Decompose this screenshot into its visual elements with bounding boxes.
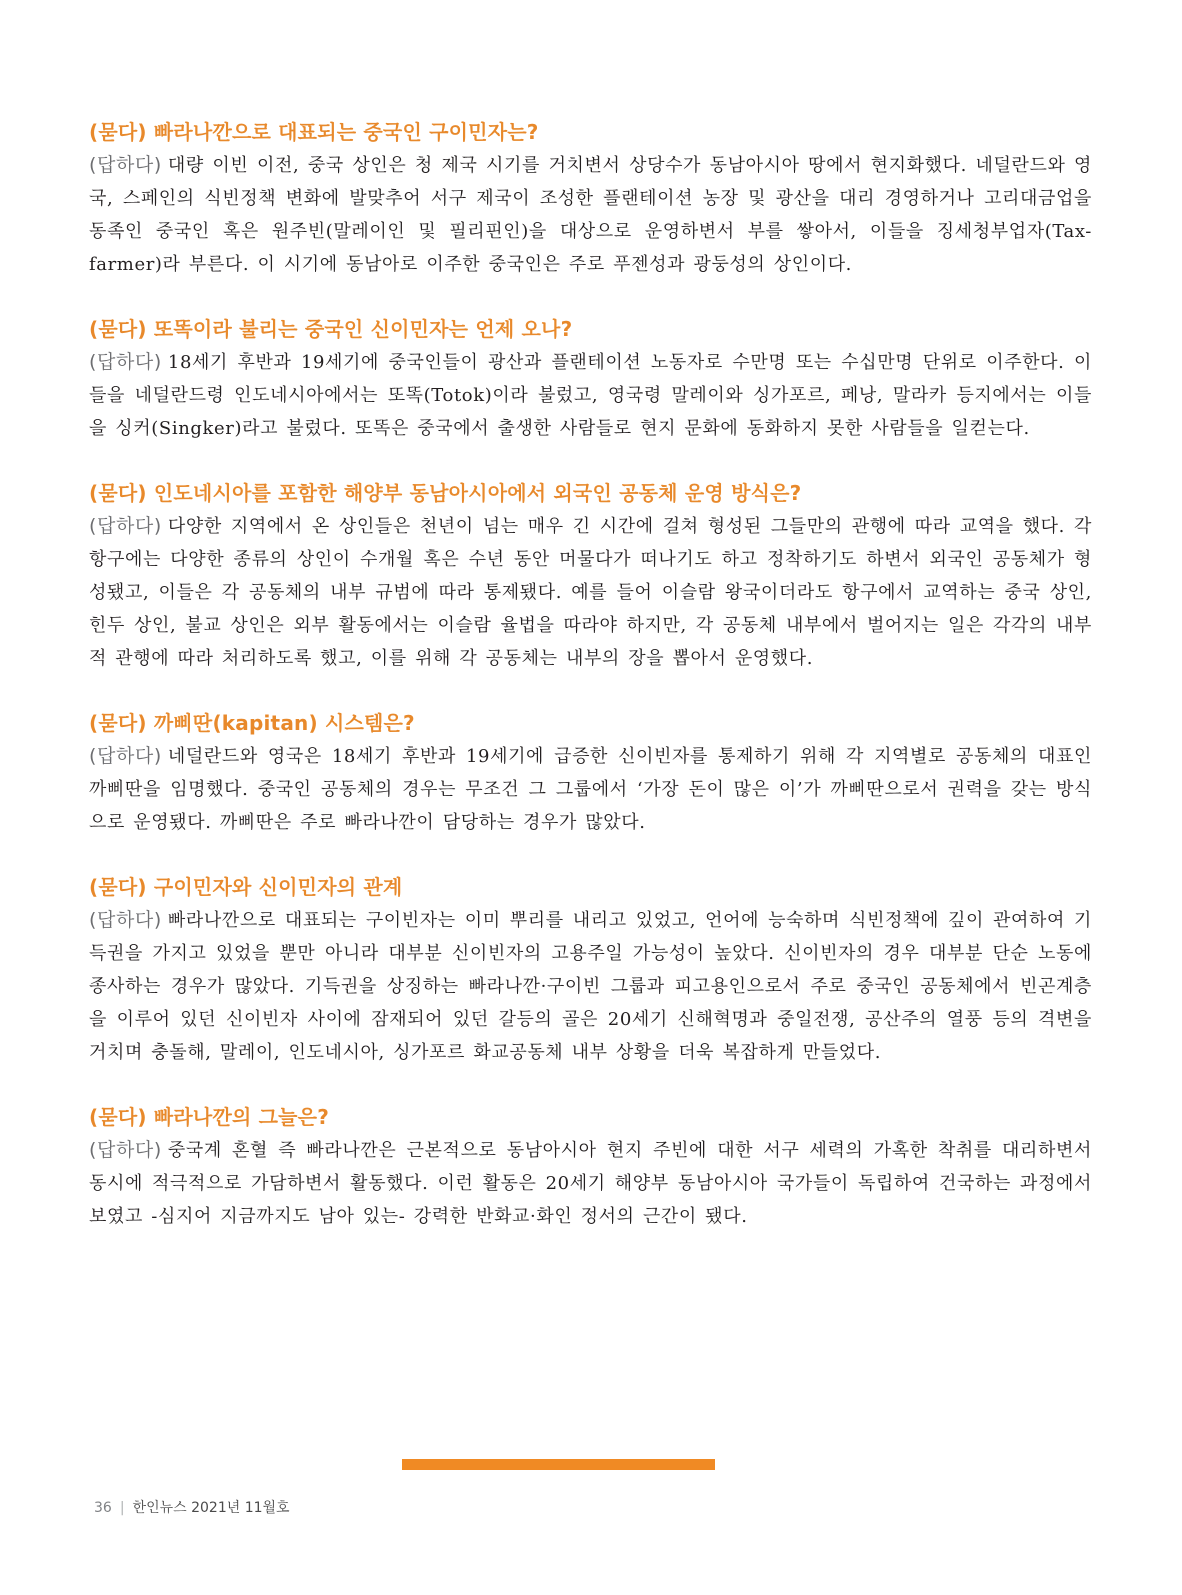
- answer-paragraph: [89, 1134, 1092, 1233]
- footer-separator: |: [119, 1500, 125, 1516]
- question-heading: (묻다) 까삐딴(kapitan) 시스템은?: [89, 711, 415, 735]
- answer-paragraph: [89, 149, 1092, 281]
- answer-text: 다양한 지역에서 온 상인들은 천년이 넘는 매우 긴 시간에 걸쳐 형성된 그들만의 관행에 따라 교역을 했다. 각 항구에는 다양한 종류의 상인이 수개월 혹은 수년 동안 머물다가 떠나기도 하고 정착하기도 하변서 외국인 공동체가 형성됐고, 이들은 각 공동체의 내부 규범에 따라 통제됐다. 예를 들어 이슬람 왕국이더라도 항구에서 교역하는 중국 상인, 힌두 상인, 불교 상인은 외부 활동에서는 이슬람 율법을 따라야 하지만, 각 공동체 내부에서 벌어지는 일은 각각의 내부적 관행에 따라 처리하도록 했고, 이를 위해 각 공동체는 내부의 장을 뽑아서 운영했다.: [89, 516, 1092, 669]
- answer-tag: (답하다): [89, 515, 162, 537]
- answer-tag: (답하다): [89, 745, 162, 767]
- answer-paragraph: [89, 346, 1092, 445]
- question-heading: (묻다) 빠라나깐의 그늘은?: [89, 1105, 330, 1129]
- article-body: [89, 116, 1092, 1265]
- answer-text: 빠라나깐으로 대표되는 구이빈자는 이미 뿌리를 내리고 있었고, 언어에 능숙하며 식빈정책에 깊이 관여하여 기득권을 가지고 있었을 뿐만 아니라 대부분 신이빈자의 고용주일 가능성이 높았다. 신이빈자의 경우 대부분 단순 노동에 종사하는 경우가 많았다. 기득권을 상징하는 빠라나깐·구이빈 그룹과 피고용인으로서 주로 중국인 공동체에서 빈곤계층을 이루어 있던 신이빈자 사이에 잠재되어 있던 갈등의 골은 20세기 신해혁명과 중일전쟁, 공산주의 열풍 등의 격변을 거치며 충돌해, 말레이, 인도네시아, 싱가포르 화교공동체 내부 상황을 더욱 복잡하게 만들었다.: [89, 910, 1092, 1063]
- qa-block: [89, 313, 1092, 445]
- qa-block: [89, 1101, 1092, 1233]
- page-footer: [94, 1497, 290, 1517]
- answer-tag: (답하다): [89, 351, 162, 373]
- question-heading: (묻다) 빠라나깐으로 대표되는 중국인 구이민자는?: [89, 120, 539, 144]
- answer-paragraph: [89, 904, 1092, 1069]
- qa-block: [89, 871, 1092, 1069]
- qa-block: [89, 116, 1092, 281]
- qa-block: [89, 477, 1092, 675]
- question-heading: (묻다) 인도네시아를 포함한 해양부 동남아시아에서 외국인 공동체 운영 방식은?: [89, 481, 802, 505]
- answer-tag: (답하다): [89, 154, 162, 176]
- answer-tag: (답하다): [89, 909, 162, 931]
- question-heading: (묻다) 또똑이라 불리는 중국인 신이민자는 언제 오나?: [89, 317, 573, 341]
- question-heading: (묻다) 구이민자와 신이민자의 관계: [89, 875, 403, 899]
- answer-text: 네덜란드와 영국은 18세기 후반과 19세기에 급증한 신이빈자를 통제하기 위해 각 지역별로 공동체의 대표인 까삐딴을 임명했다. 중국인 공동체의 경우는 무조건 그 그룹에서 ‘가장 돈이 많은 이’가 까삐딴으로서 권력을 갖는 방식으로 운영됐다. 까삐딴은 주로 빠라나깐이 담당하는 경우가 많았다.: [89, 746, 1092, 833]
- qa-block: [89, 707, 1092, 839]
- section-divider-bar: [402, 1459, 715, 1470]
- answer-paragraph: [89, 740, 1092, 839]
- answer-text: 중국계 혼혈 즉 빠라나깐은 근본적으로 동남아시아 현지 주빈에 대한 서구 세력의 가혹한 착취를 대리하변서 동시에 적극적으로 가담하변서 활동했다. 이런 활동은 20세기 해양부 동남아시아 국가들이 독립하여 건국하는 과정에서 보였고 -심지어 지금까지도 남아 있는- 강력한 반화교·화인 정서의 근간이 됐다.: [89, 1140, 1092, 1227]
- answer-paragraph: [89, 510, 1092, 675]
- answer-tag: (답하다): [89, 1139, 162, 1161]
- answer-text: 대량 이빈 이전, 중국 상인은 청 제국 시기를 거치변서 상당수가 동남아시아 땅에서 현지화했다. 네덜란드와 영국, 스페인의 식빈정책 변화에 발맞추어 서구 제국이 조성한 플랜테이션 농장 및 광산을 대리 경영하거나 고리대금업을 동족인 중국인 혹은 원주빈(말레이인 및 필리핀인)을 대상으로 운영하변서 부를 쌓아서, 이들을 징세청부업자(Tax-farmer)라 부른다. 이 시기에 동남아로 이주한 중국인은 주로 푸젠성과 광둥성의 상인이다.: [89, 155, 1092, 275]
- magazine-issue: 한인뉴스 2021년 11월호: [132, 1500, 290, 1516]
- page-number: 36: [94, 1500, 112, 1516]
- answer-text: 18세기 후반과 19세기에 중국인들이 광산과 플랜테이션 노동자로 수만명 또는 수십만명 단위로 이주한다. 이들을 네덜란드령 인도네시아에서는 또똑(Totok)이라 불렀고, 영국령 말레이와 싱가포르, 페낭, 말라카 등지에서는 이들을 싱커(Singker)라고 불렀다. 또똑은 중국에서 출생한 사람들로 현지 문화에 동화하지 못한 사람들을 일컫는다.: [89, 352, 1092, 439]
